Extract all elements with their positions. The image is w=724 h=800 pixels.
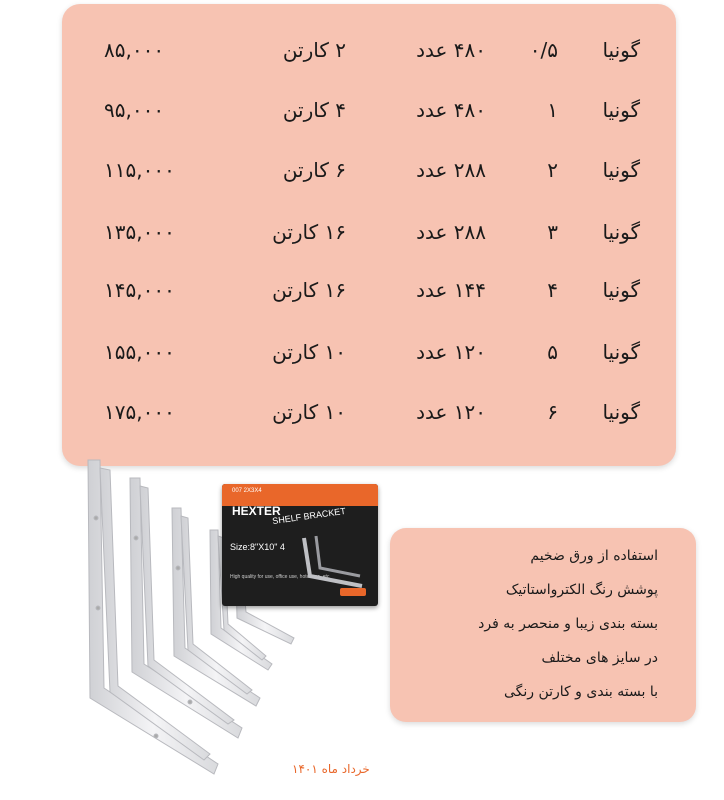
feature-item: با بسته بندی و کارتن رنگی: [503, 684, 658, 700]
table-row: [62, 340, 676, 380]
carton-count: ۴ کارتن: [282, 98, 346, 122]
product-size: ۱: [547, 98, 558, 122]
carton-count: ۶ کارتن: [282, 158, 346, 182]
feature-item: پوشش رنگ الکترواستاتیک: [505, 582, 658, 598]
product-name: گونیا: [602, 278, 640, 302]
product-name: گونیا: [602, 340, 640, 364]
table-row: [62, 158, 676, 198]
carton-count: ۱۰ کارتن: [272, 400, 346, 424]
quantity-per-carton: ۱۴۴ عدد: [416, 278, 486, 302]
unit-price: ۱۴۵,۰۰۰: [104, 278, 175, 302]
table-row: [62, 400, 676, 440]
box-bracket-icon: [300, 532, 370, 592]
unit-price: ۱۵۵,۰۰۰: [104, 340, 175, 364]
box-model: 007 2X3X4: [232, 488, 262, 494]
table-row: [62, 38, 676, 78]
product-name: گونیا: [602, 98, 640, 122]
quantity-per-carton: ۲۸۸ عدد: [416, 158, 486, 182]
carton-count: ۲ کارتن: [282, 38, 346, 62]
unit-price: ۱۱۵,۰۰۰: [104, 158, 175, 182]
box-size: Size:8"X10" 4: [230, 542, 285, 552]
footer-date: خرداد ماه ۱۴۰۱: [292, 762, 370, 776]
features-panel: [390, 528, 696, 722]
product-size: ۶: [547, 400, 558, 424]
carton-count: ۱۰ کارتن: [272, 340, 346, 364]
box-note: High quality for use, office use, hotel use, etc: [230, 574, 330, 580]
quantity-per-carton: ۴۸۰ عدد: [416, 98, 486, 122]
unit-price: ۱۷۵,۰۰۰: [104, 400, 175, 424]
table-row: [62, 98, 676, 138]
carton-count: ۱۶ کارتن: [272, 220, 346, 244]
feature-item: استفاده از ورق ضخیم: [530, 548, 658, 564]
table-row: [62, 220, 676, 260]
product-size: ۲: [547, 158, 558, 182]
product-size: ۳: [547, 220, 558, 244]
quantity-per-carton: ۱۲۰ عدد: [416, 340, 486, 364]
feature-item: در سایز های مختلف: [541, 650, 658, 666]
unit-price: ۸۵,۰۰۰: [104, 38, 165, 62]
product-name: گونیا: [602, 158, 640, 182]
product-box: [222, 484, 378, 606]
box-brand-logo: HEXTER: [232, 504, 281, 518]
quantity-per-carton: ۲۸۸ عدد: [416, 220, 486, 244]
box-orange-tag: [340, 588, 366, 596]
table-row: [62, 278, 676, 318]
price-table: [62, 4, 676, 466]
product-name: گونیا: [602, 220, 640, 244]
product-name: گونیا: [602, 400, 640, 424]
box-title: SHELF BRACKET: [271, 505, 347, 527]
product-size: ۵: [547, 340, 558, 364]
product-size: ۴: [547, 278, 558, 302]
product-size: ۰/۵: [529, 38, 558, 62]
product-name: گونیا: [602, 38, 640, 62]
unit-price: ۱۳۵,۰۰۰: [104, 220, 175, 244]
feature-item: بسته بندی زیبا و منحصر به فرد: [478, 616, 658, 632]
carton-count: ۱۶ کارتن: [272, 278, 346, 302]
unit-price: ۹۵,۰۰۰: [104, 98, 165, 122]
quantity-per-carton: ۱۲۰ عدد: [416, 400, 486, 424]
quantity-per-carton: ۴۸۰ عدد: [416, 38, 486, 62]
